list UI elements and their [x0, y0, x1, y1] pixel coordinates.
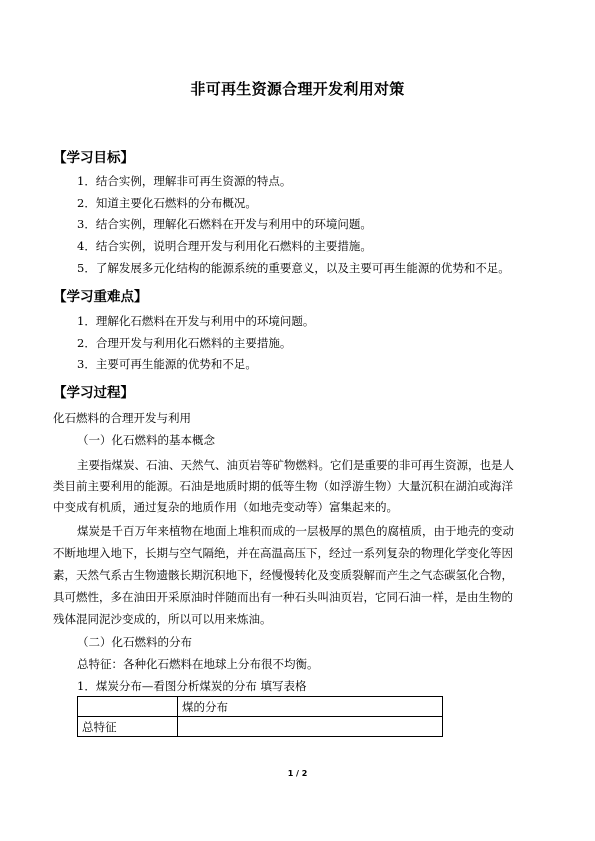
coal-task: 1．煤炭分布—看图分析煤炭的分布 填写表格 [77, 679, 307, 693]
table-header-cell: 煤的分布 [178, 697, 443, 717]
process-intro: 化石燃料的合理开发与利用 [53, 411, 191, 425]
table-row-label: 总特征 [78, 717, 178, 737]
page-number: 1 / 2 [287, 769, 308, 778]
paragraph-line: 煤炭是千百万年来植物在地面上堆积而成的一层极厚的黑色的腐植质，由于地壳的变动 [77, 524, 514, 538]
subheading-concept: （一）化石燃料的基本概念 [77, 433, 215, 447]
goal-item: 4．结合实例，说明合理开发与利用化石燃料的主要措施。 [77, 239, 372, 253]
subheading-distribution: （二）化石燃料的分布 [77, 635, 192, 649]
paragraph-line: 主要指煤炭、石油、天然气、油页岩等矿物燃料。它们是重要的非可再生资源，也是人 [77, 458, 514, 472]
paragraph-line: 不断地埋入地下，长期与空气隔绝，并在高温高压下，经过一系列复杂的物理化学变化等因 [53, 546, 513, 560]
table-row [78, 717, 443, 737]
key-point-item: 2．合理开发与利用化石燃料的主要措施。 [77, 336, 292, 350]
coal-distribution-table [77, 696, 443, 737]
paragraph-line: 类目前主要利用的能源。石油是地质时期的低等生物（如浮游生物）大量沉积在湖泊或海洋 [53, 479, 513, 493]
key-point-item: 3．主要可再生能源的优势和不足。 [77, 357, 257, 371]
table-cell[interactable] [78, 697, 178, 717]
goal-item: 3．结合实例，理解化石燃料在开发与利用中的环境问题。 [77, 217, 372, 231]
section-heading-process: 【学习过程】 [53, 385, 134, 401]
goal-item: 5．了解发展多元化结构的能源系统的重要意义，以及主要可再生能源的优势和不足。 [77, 261, 510, 275]
paragraph-line: 具可燃性，多在油田开采原油时伴随而出有一种石头叫油页岩，它同石油一样，是由生物的 [53, 590, 513, 604]
section-heading-key-points: 【学习重难点】 [53, 289, 148, 305]
key-point-item: 1．理解化石燃料在开发与利用中的环境问题。 [77, 314, 315, 328]
paragraph-line: 残体混同泥沙变成的，所以可以用来炼油。 [53, 612, 272, 626]
section-heading-goals: 【学习目标】 [53, 150, 134, 166]
paragraph-line: 素，天然气系古生物遗骸长期沉积地下，经慢慢转化及变质裂解而产生之气态碳氢化合物， [53, 568, 513, 582]
paragraph-line: 中变成有机质，通过复杂的地质作用（如地壳变动等）富集起来的。 [53, 500, 398, 514]
table-cell[interactable] [178, 717, 443, 737]
goal-item: 2．知道主要化石燃料的分布概况。 [77, 196, 257, 210]
table-row [78, 697, 443, 717]
general-feature: 总特征：各种化石燃料在地球上分布很不均衡。 [77, 657, 319, 671]
page-title: 非可再生资源合理开发利用对策 [190, 80, 405, 98]
goal-item: 1．结合实例，理解非可再生资源的特点。 [77, 174, 292, 188]
